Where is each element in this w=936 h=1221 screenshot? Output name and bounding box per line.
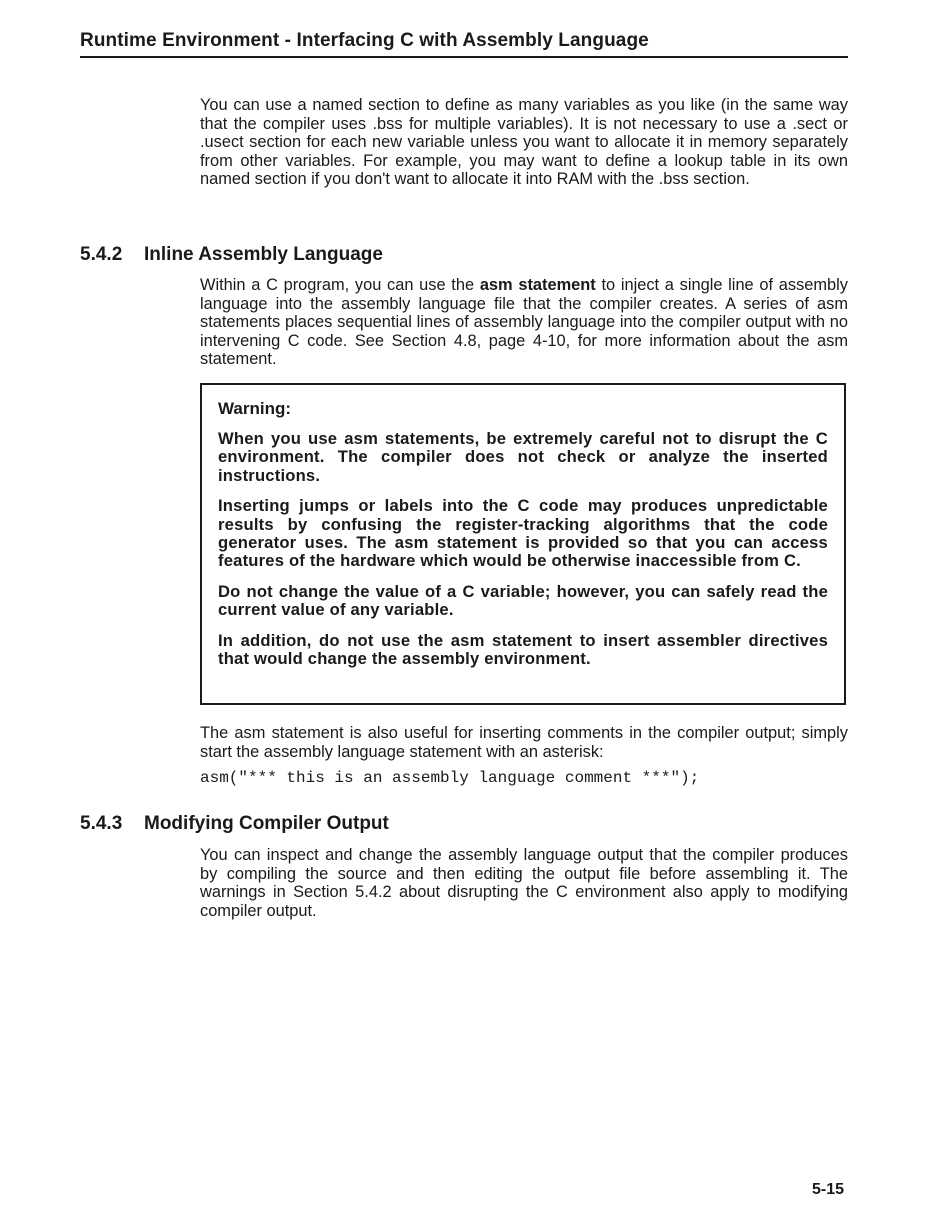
warning-box <box>200 383 846 705</box>
inline-asm-text-start: Within a C program, you can use the <box>200 276 480 294</box>
warning-paragraph: When you use asm statements, be extremely careful not to disrupt the C environment. The compiler does not check or analyze the inserted instructions. <box>218 429 828 485</box>
asm-comment-paragraph: The asm statement is also useful for inserting comments in the compiler output; simply start the assembly language statement with an asterisk: <box>200 724 848 761</box>
warning-paragraph: Inserting jumps or labels into the C code may produces unpredictable results by confusing the register-tracking algorithms that the code generator uses. The asm statement is provided so that you can access features of the hardware which would be otherwise inaccessible from C. <box>218 496 828 571</box>
section-number: 5.4.3 <box>80 813 123 834</box>
warning-title: Warning: <box>218 399 292 418</box>
warning-paragraph: Do not change the value of a C variable; however, you can safely read the current value of any variable. <box>218 581 828 620</box>
asm-statement-term: asm statement <box>479 276 596 294</box>
intro-paragraph: You can use a named section to define as many variables as you like (in the same way that the compiler uses .bss for multiple variables). It is not necessary to use a .sect or .usect section for each new variable unless you want to allocate it in memory separately from other variables. For example, you may want to define a lookup table in its own named section if you don't want to allocate it into RAM with the .bss section. <box>200 96 848 189</box>
warning-paragraph: In addition, do not use the asm statement to insert assembler directives that would change the assembly environment. <box>218 630 828 669</box>
inline-asm-text-end: to inject a single line of assembly language into the assembly language file that the compiler creates. A series of asm statements places sequential lines of assembly language into the compiler output with no intervening C code. See Section 4.8, page 4-10, for more information about the asm statement. <box>200 276 848 369</box>
running-header <box>80 30 848 58</box>
inline-asm-paragraph <box>200 276 848 369</box>
page-number: 5-15 <box>812 1181 845 1198</box>
section-title: Modifying Compiler Output <box>144 813 389 834</box>
modifying-output-paragraph: You can inspect and change the assembly language output that the compiler produces by compiling the source and then editing the output file before assembling it. The warnings in Section 5.4.2 about disrupting the C environment also apply to modifying compiler output. <box>200 846 848 920</box>
section-heading-5-4-2 <box>80 244 383 266</box>
section-number: 5.4.2 <box>80 244 123 265</box>
section-heading-5-4-3 <box>80 813 389 835</box>
section-title: Inline Assembly Language <box>144 244 383 265</box>
asm-comment-code: asm("*** this is an assembly language comment ***"); <box>200 769 700 787</box>
running-header-title: Runtime Environment - Interfacing C with Assembly Language <box>80 30 649 51</box>
